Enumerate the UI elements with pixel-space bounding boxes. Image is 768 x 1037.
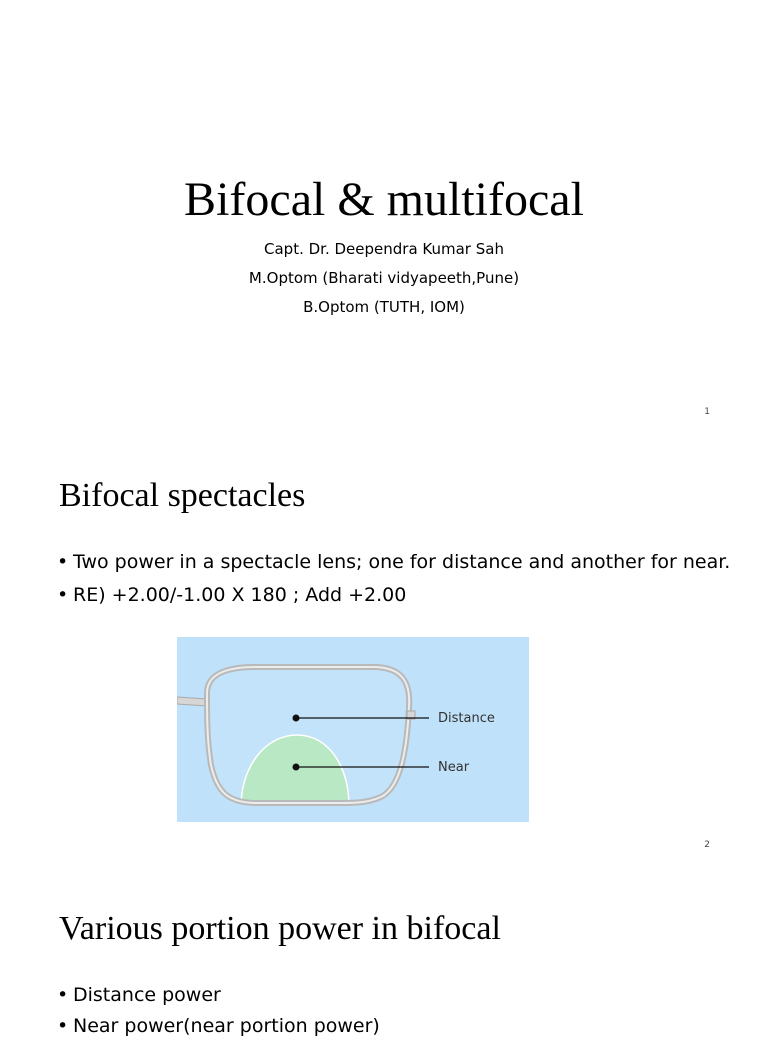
- near-label: Near: [438, 760, 470, 775]
- bullet-dot-icon: •: [57, 584, 69, 606]
- slide-title: Various portion power in bifocal: [59, 910, 501, 947]
- distance-label: Distance: [438, 711, 495, 726]
- bullet-dot-icon: •: [57, 551, 69, 573]
- bullet-item: [57, 984, 221, 1006]
- slide-1: [0, 0, 768, 433]
- page-number: 1: [704, 407, 710, 417]
- bullet-text: Near power(near portion power): [73, 1015, 380, 1037]
- bullet-dot-icon: •: [57, 1015, 69, 1037]
- bullet-item: [57, 551, 730, 573]
- temple-arm: [177, 697, 207, 706]
- slide-title: Bifocal & multifocal: [184, 173, 584, 226]
- slide-2: [0, 433, 768, 866]
- bullet-item: [57, 584, 406, 606]
- bifocal-lens-illustration: [177, 637, 529, 822]
- author-name: Capt. Dr. Deependra Kumar Sah: [264, 240, 504, 258]
- slide-title: Bifocal spectacles: [59, 477, 306, 514]
- slide-3: [0, 866, 768, 1037]
- bullet-dot-icon: •: [57, 984, 69, 1006]
- bullet-text: RE) +2.00/-1.00 X 180 ; Add +2.00: [73, 584, 407, 606]
- bullet-text: Two power in a spectacle lens; one for distance and another for near.: [73, 551, 731, 573]
- bullet-item: [57, 1015, 380, 1037]
- author-qualification-1: M.Optom (Bharati vidyapeeth,Pune): [248, 269, 520, 287]
- page-number: 2: [704, 840, 710, 850]
- author-qualification-2: B.Optom (TUTH, IOM): [303, 298, 465, 316]
- bullet-text: Distance power: [73, 984, 221, 1006]
